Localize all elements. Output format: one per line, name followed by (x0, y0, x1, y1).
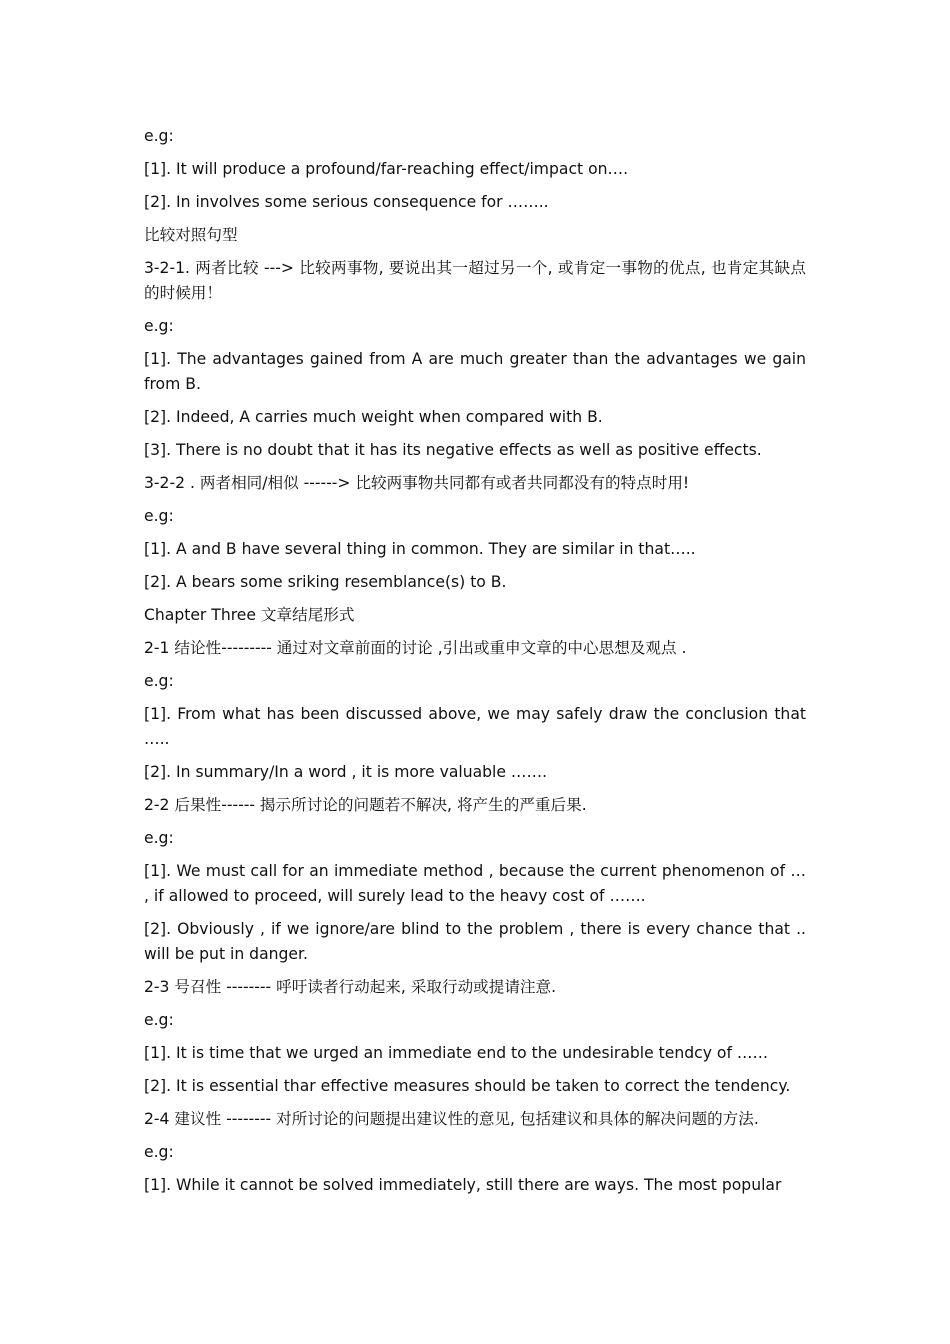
example-sentence: [2]. It is essential thar effective measures should be taken to correct the tendency. (144, 1077, 791, 1095)
example-label: e.g: (144, 317, 174, 335)
document-body (144, 124, 811, 1206)
example-sentence: [1]. From what has been discussed above, we may safely draw the conclusion that ….. (144, 705, 811, 748)
example-sentence: [2]. Indeed, A carries much weight when compared with B. (144, 408, 603, 426)
example-sentence: [2]. A bears some sriking resemblance(s) to B. (144, 573, 507, 591)
example-sentence: [1]. It is time that we urged an immediate end to the undesirable tendcy of …… (144, 1044, 769, 1062)
example-label: e.g: (144, 672, 174, 690)
example-sentence: [2]. Obviously , if we ignore/are blind to the problem , there is every chance that .. will be put in danger. (144, 920, 811, 963)
subsection-heading: 2-3 号召性 -------- 呼吁读者行动起来, 采取行动或提请注意. (144, 978, 557, 996)
example-sentence: [1]. We must call for an immediate method , because the current phenomenon of … , if allowed to proceed, will surely lead to the heavy cost of ……. (144, 862, 811, 905)
example-sentence: [1]. While it cannot be solved immediately, still there are ways. The most popular (144, 1176, 782, 1194)
example-label: e.g: (144, 1011, 174, 1029)
section-heading: 比较对照句型 (144, 226, 238, 244)
subsection-heading: 2-1 结论性--------- 通过对文章前面的讨论 ,引出或重申文章的中心思想及观点 . (144, 639, 687, 657)
subsection-heading: 3-2-2 . 两者相同/相似 ------> 比较两事物共同都有或者共同都没有的特点时用! (144, 474, 690, 492)
example-sentence: [2]. In summary/In a word , it is more valuable ……. (144, 763, 548, 781)
example-sentence: [1]. It will produce a profound/far-reaching effect/impact on…. (144, 160, 629, 178)
subsection-heading: 3-2-1. 两者比较 ---> 比较两事物, 要说出其一超过另一个, 或肯定一事物的优点, 也肯定其缺点的时候用！ (144, 259, 806, 302)
example-sentence: [1]. The advantages gained from A are much greater than the advantages we gain from B. (144, 350, 811, 393)
example-sentence: [3]. There is no doubt that it has its negative effects as well as positive effects. (144, 441, 762, 459)
example-label: e.g: (144, 829, 174, 847)
example-sentence: [2]. In involves some serious consequence for …….. (144, 193, 549, 211)
example-label: e.g: (144, 1143, 174, 1161)
example-label: e.g: (144, 127, 174, 145)
example-label: e.g: (144, 507, 174, 525)
subsection-heading: 2-2 后果性------ 揭示所讨论的问题若不解决, 将产生的严重后果. (144, 796, 587, 814)
example-sentence: [1]. A and B have several thing in common. They are similar in that….. (144, 540, 696, 558)
subsection-heading: 2-4 建议性 -------- 对所讨论的问题提出建议性的意见, 包括建议和具体的解决问题的方法. (144, 1110, 759, 1128)
chapter-heading: Chapter Three 文章结尾形式 (144, 606, 355, 624)
